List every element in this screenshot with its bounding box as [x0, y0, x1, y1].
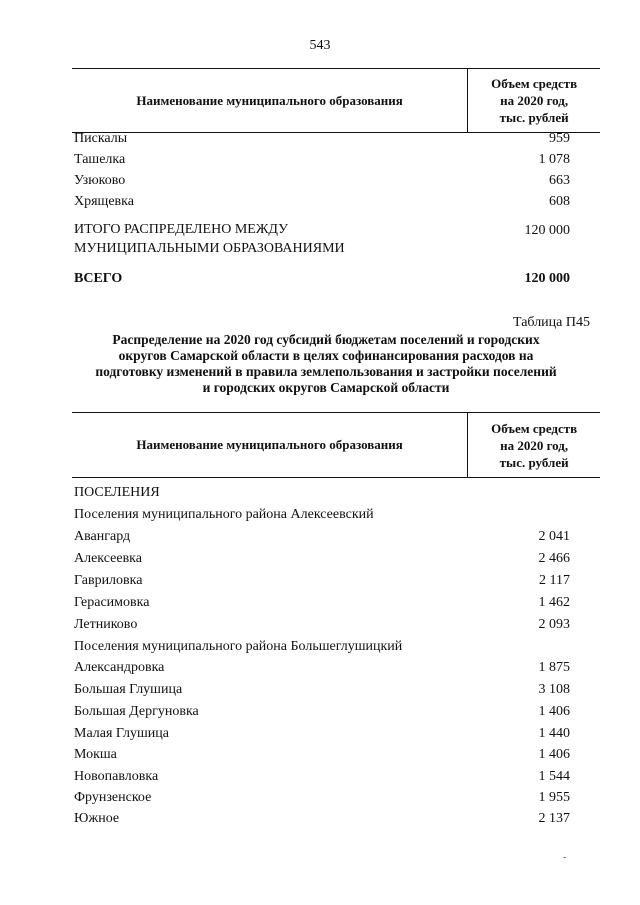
- table2-header: [72, 412, 600, 478]
- table-row: [72, 526, 600, 547]
- row-value: 959: [549, 131, 570, 146]
- group-name: Поселения муниципального района Большеглушицкий: [74, 639, 403, 654]
- row-value: 2 466: [538, 551, 570, 566]
- subtotal-row: [72, 220, 600, 260]
- row-value: 2 117: [539, 573, 570, 588]
- row-value: 608: [549, 194, 570, 209]
- subtotal-name: ИТОГО РАСПРЕДЕЛЕНО МЕЖДУ МУНИЦИПАЛЬНЫМИ ОБРАЗОВАНИЯМИ: [74, 222, 345, 256]
- subtotal-value: 120 000: [524, 223, 570, 238]
- row-name: Гавриловка: [74, 573, 143, 588]
- row-value: 1 875: [538, 660, 570, 675]
- row-name: Летниково: [74, 617, 138, 632]
- section-row: [72, 482, 600, 503]
- row-value: 1 078: [538, 152, 570, 167]
- title-line: Распределение на 2020 год субсидий бюджетам поселений и городских: [112, 332, 540, 347]
- table2-header-value: Объем средств на 2020 год, тыс. рублей: [467, 413, 600, 477]
- row-name: Алексеевка: [74, 551, 142, 566]
- group-row: [72, 504, 600, 525]
- row-name: Большая Глушица: [74, 682, 183, 697]
- table1-header-name: Наименование муниципального образования: [136, 92, 403, 108]
- total-name: ВСЕГО: [74, 271, 123, 286]
- table-row: [72, 548, 600, 569]
- row-name: Узюково: [74, 173, 126, 188]
- row-value: 1 406: [538, 747, 570, 762]
- row-value: 1 462: [538, 595, 570, 610]
- table-row: [72, 701, 600, 722]
- table2-header-name: Наименование муниципального образования: [136, 437, 403, 452]
- table-row: [72, 808, 600, 829]
- row-value: 1 955: [538, 790, 570, 805]
- row-name: Хрящевка: [74, 194, 134, 209]
- scan-mark: -: [563, 852, 567, 863]
- row-value: 1 544: [538, 769, 570, 784]
- table-row: [72, 592, 600, 613]
- row-value: 2 093: [538, 617, 570, 632]
- total-row: [72, 268, 600, 289]
- row-name: Большая Дергуновка: [74, 704, 199, 719]
- row-name: Новопавловка: [74, 769, 159, 784]
- table1-header-value: Объем средств на 2020 год, тыс. рублей: [467, 69, 600, 132]
- table-row: [72, 723, 600, 744]
- group-row: [72, 636, 600, 657]
- section-name: ПОСЕЛЕНИЯ: [74, 485, 160, 500]
- table-row: [72, 170, 600, 191]
- row-name: Фрунзенское: [74, 790, 152, 805]
- group-name: Поселения муниципального района Алексеевский: [74, 507, 374, 522]
- table-row: [72, 191, 600, 212]
- row-name: Малая Глушица: [74, 726, 169, 741]
- row-value: 2 041: [538, 529, 570, 544]
- title-line: подготовку изменений в правила землепользования и застройки поселений: [95, 364, 557, 379]
- row-value: 3 108: [538, 682, 570, 697]
- table-row: [72, 679, 600, 700]
- table-row: [72, 128, 600, 149]
- row-value: 1 440: [538, 726, 570, 741]
- table-row: [72, 570, 600, 591]
- row-name: Александровка: [74, 660, 165, 675]
- row-name: Южное: [74, 811, 120, 826]
- row-value: 663: [549, 173, 570, 188]
- row-value: 2 137: [538, 811, 570, 826]
- table-label: Таблица П45: [513, 315, 590, 330]
- title-line: округов Самарской области в целях софинансирования расходов на: [118, 348, 534, 363]
- row-name: Герасимовка: [74, 595, 150, 610]
- table-row: [72, 744, 600, 765]
- row-name: Пискалы: [74, 131, 128, 146]
- page-number: 543: [309, 38, 331, 53]
- table-row: [72, 766, 600, 787]
- table1-header: [72, 68, 600, 133]
- row-name: Ташелка: [74, 152, 126, 167]
- row-value: 1 406: [538, 704, 570, 719]
- row-name: Авангард: [74, 529, 131, 544]
- table-row: [72, 787, 600, 808]
- row-name: Мокша: [74, 747, 117, 762]
- table-row: [72, 657, 600, 678]
- table-title: [56, 332, 596, 396]
- title-line: и городских округов Самарской области: [202, 380, 450, 395]
- table-row: [72, 614, 600, 635]
- table-row: [72, 149, 600, 170]
- total-value: 120 000: [524, 271, 570, 286]
